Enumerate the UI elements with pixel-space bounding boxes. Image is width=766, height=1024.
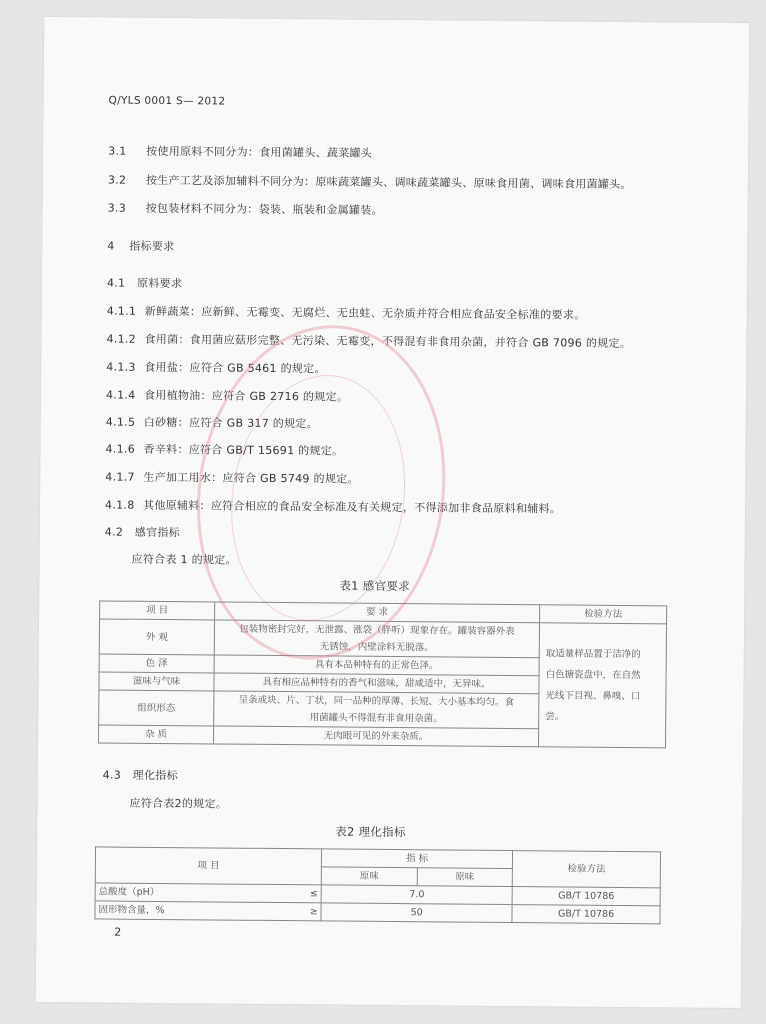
- section-4-1-5: [106, 413, 318, 431]
- section-number: 3.2: [107, 173, 127, 187]
- section-number: 4.1.6: [105, 442, 136, 456]
- item-label: 总酸度（pH）: [98, 886, 160, 898]
- standard-code: Q/YLS 0001 S— 2012: [108, 94, 226, 108]
- table-cell: 组织形态: [99, 690, 214, 726]
- table-cell: [95, 883, 321, 903]
- table-cell: 具有本品种特有的正常色泽。: [214, 655, 539, 676]
- section-text: 食用菌：食用菌应菇形完整、无污染、无霉变，不得混有非食用杂菌，并符合 GB 7096 的规定。: [144, 332, 632, 351]
- table-cell: 7.0: [321, 885, 512, 905]
- cell-line: 用菌罐头不得混有非食用杂菌。: [309, 712, 443, 725]
- section-4-2: [105, 523, 180, 540]
- table-header: 项 目: [100, 601, 215, 620]
- cell-line: 光线下目视、鼻嗅、口: [545, 689, 641, 702]
- table-cell: 无肉眼可见的外来杂质。: [213, 726, 538, 747]
- section-3-3: [108, 200, 383, 218]
- table-cell: [95, 901, 321, 921]
- table-cell: 外 观: [99, 619, 214, 655]
- table-cell: [214, 691, 539, 729]
- section-4: [107, 238, 174, 255]
- section-number: 3.3: [107, 201, 127, 215]
- cell-line: 取适量样品置于洁净的: [545, 647, 641, 660]
- section-4-1: [107, 275, 182, 292]
- section-number: 4.1.5: [105, 415, 136, 429]
- section-text: 理化指标: [132, 768, 178, 783]
- section-number: 4.1.2: [106, 332, 137, 346]
- section-text: 按生产工艺及添加辅料不同分为：原味蔬菜罐头、调味蔬菜罐头、原味食用菌、调味食用菌罐头。: [145, 173, 632, 192]
- section-4-1-4: [106, 386, 348, 404]
- section-text: 新鲜蔬菜：应新鲜、无霉变、无腐烂、无虫蛀、无杂质并符合相应食品安全标准的要求。: [144, 304, 586, 322]
- section-number: 4.1.3: [106, 360, 136, 374]
- table-row: [99, 619, 666, 659]
- section-4-1-2: [106, 330, 631, 351]
- section-4-3: [103, 766, 178, 783]
- section-3-2: [108, 172, 632, 193]
- section-number: 4.1.7: [105, 470, 135, 484]
- section-number: 4.1.8: [104, 498, 135, 512]
- sensory-note: 应符合表 1 的规定。: [131, 552, 237, 567]
- cell-line: 呈条或块、片、丁状，同一品种的厚薄、长短、大小基本均匀。食: [238, 694, 515, 709]
- section-text: 白砂糖：应符合 GB 317 的规定。: [143, 415, 319, 431]
- cell-line: 白色搪瓷盘中，在自然: [545, 668, 641, 681]
- document-page: [36, 17, 750, 1008]
- section-number: 4.1.4: [105, 388, 136, 402]
- table-subheader: 原味: [417, 868, 513, 887]
- cell-line: 尝。: [545, 710, 565, 723]
- sensory-table: [98, 600, 667, 748]
- comparison-symbol: ≥: [309, 906, 318, 918]
- table-cell: GB/T 10786: [512, 887, 660, 906]
- table-cell: [214, 620, 539, 658]
- cell-line: 无锈蚀，内壁涂料无脱落。: [319, 641, 434, 654]
- table-cell: 具有相应品种特有的香气和滋味，甜咸适中，无异味。: [214, 673, 539, 694]
- section-number: 4.1.1: [106, 304, 137, 318]
- section-4-1-7: [105, 468, 359, 486]
- section-number: 4.3: [102, 768, 122, 782]
- table-header: 项 目: [95, 847, 321, 885]
- table-subheader: 原味: [321, 867, 417, 886]
- table-cell: 杂 质: [98, 725, 213, 744]
- table1-caption: 表1 感官要求: [339, 578, 410, 594]
- table-cell: GB/T 10786: [512, 905, 660, 924]
- table-header: 要 求: [215, 602, 540, 623]
- section-4-1-6: [105, 440, 343, 458]
- section-text: 食用植物油：应符合 GB 2716 的规定。: [143, 388, 349, 404]
- table-header: 指 标: [322, 849, 513, 869]
- item-label: 固形物含量，%: [98, 904, 165, 917]
- section-3-1: [108, 143, 372, 161]
- section-text: 其他原辅料：应符合相应的食品安全标准及有关规定，不得添加非食品原料和辅料。: [142, 498, 562, 516]
- comparison-symbol: ≤: [309, 888, 318, 900]
- table2-caption: 表2 理化指标: [335, 824, 406, 840]
- method-cell: [538, 623, 666, 748]
- section-text: 食用盐：应符合 GB 5461 的规定。: [144, 360, 326, 376]
- table-cell: 滋味与气味: [99, 672, 214, 691]
- section-4-1-1: [107, 302, 586, 322]
- page-number: 2: [114, 925, 122, 939]
- table-header: 检验方法: [512, 851, 660, 888]
- section-number: 4.2: [104, 525, 124, 539]
- section-text: 按包装材料不同分为：袋装、瓶装和金属罐装。: [145, 201, 384, 217]
- table-cell: 色 泽: [99, 654, 214, 673]
- physchem-note: 应符合表2的规定。: [129, 796, 228, 811]
- table-cell: 50: [321, 903, 512, 923]
- section-text: 按使用原料不同分为：食用菌罐头、蔬菜罐头: [146, 144, 373, 160]
- section-4-1-3: [106, 358, 326, 376]
- table-header: 检验方法: [540, 605, 667, 624]
- section-4-1-8: [105, 496, 561, 516]
- section-text: 原料要求: [136, 276, 183, 291]
- section-number: 4.1: [106, 276, 126, 290]
- physchem-table: [94, 846, 661, 924]
- section-number: 4: [107, 239, 115, 253]
- section-text: 生产加工用水：应符合 GB 5749 的规定。: [143, 470, 359, 486]
- cell-line: 包装物密封完好，无泄露、涨袋（胖听）现象存在。罐装容器外表: [239, 623, 515, 638]
- section-text: 指标要求: [129, 239, 175, 254]
- section-text: 香辛料：应符合 GB/T 15691 的规定。: [143, 442, 344, 458]
- section-number: 3.1: [108, 144, 127, 158]
- section-text: 感官指标: [134, 525, 181, 540]
